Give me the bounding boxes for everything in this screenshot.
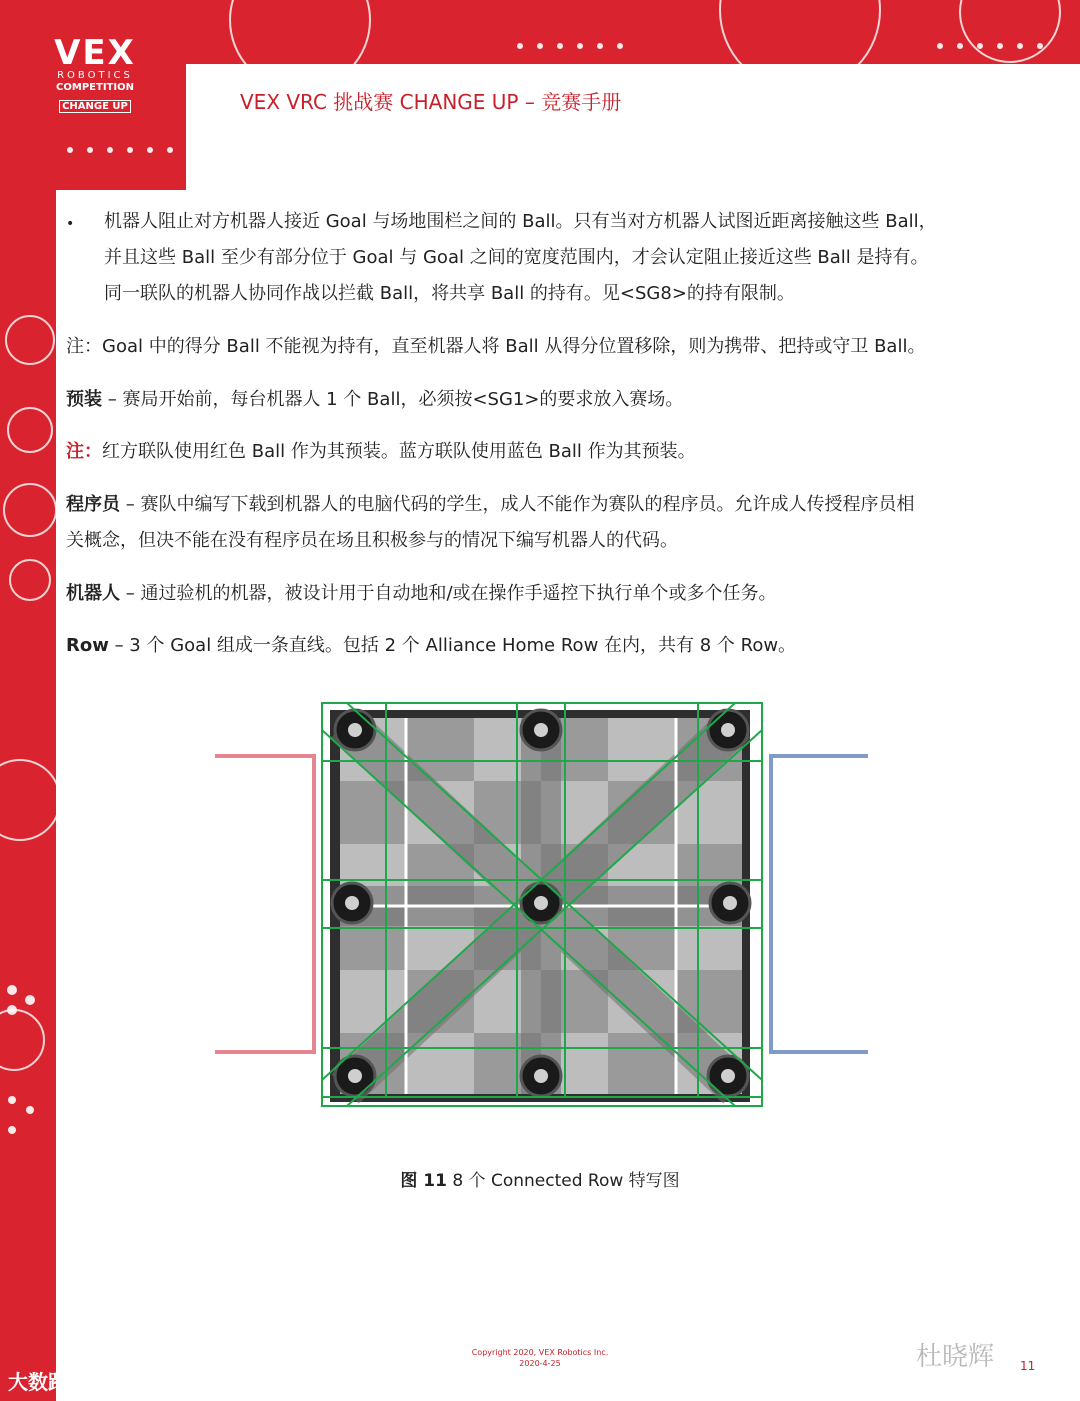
programmer-line-2: 关概念，但决不能在没有程序员在场且积极参与的情况下编写机器人的代码。 (66, 530, 678, 551)
note-preload-color (66, 434, 1016, 470)
bullet-line-3: 同一联队的机器人协同作战以拦截 Ball，将共享 Ball 的持有。见<SG8>的持有限制。 (104, 283, 795, 304)
vex-logo (36, 33, 154, 113)
field-diagram (0, 690, 1080, 1120)
page-number: 11 (1020, 1359, 1036, 1373)
definition-preload-text: – 赛局开始前，每台机器人 1 个 Ball，必须按<SG1>的要求放入赛场。 (102, 389, 684, 410)
page-header-title: VEX VRC 挑战赛 CHANGE UP – 竞赛手册 (240, 90, 622, 114)
definition-row (66, 628, 1016, 664)
term-programmer: 程序员 (66, 494, 120, 515)
term-robot: 机器人 (66, 583, 120, 604)
programmer-line-1: – 赛队中编写下载到机器人的电脑代码的学生，成人不能作为赛队的程序员。允许成人传授程序员相 (120, 494, 915, 515)
copyright-date: 2020-4-25 (519, 1359, 561, 1368)
red-alliance-zone (215, 756, 314, 1052)
figure-caption-label: 图 11 (400, 1171, 447, 1191)
term-preload: 预装 (66, 389, 102, 410)
watermark-author: 杜晓辉 (916, 1342, 995, 1372)
bullet-line-2: 并且这些 Ball 至少有部分位于 Goal 与 Goal 之间的宽度范围内，才会认定阻止接近这些 Ball 是持有。 (104, 247, 929, 268)
field-diagram-svg (0, 690, 1080, 1120)
logo-competition: COMPETITION (56, 82, 134, 93)
bullet-paragraph (104, 204, 1024, 312)
blue-alliance-zone (771, 756, 868, 1052)
logo-robotics: ROBOTICS (57, 70, 133, 81)
logo-change-up: CHANGE UP (59, 100, 131, 113)
copyright-text: Copyright 2020, VEX Robotics Inc. (471, 1348, 609, 1357)
note-label: 注： (66, 441, 102, 462)
definition-robot-text: – 通过验机的机器，被设计用于自动地和/或在操作手遥控下执行单个或多个任务。 (120, 583, 777, 604)
note-possession: 注：Goal 中的得分 Ball 不能视为持有，直至机器人将 Ball 从得分位置移除，则为携带、把持或守卫 Ball。 (66, 336, 926, 357)
bullet-line-1: 机器人阻止对方机器人接近 Goal 与场地围栏之间的 Ball。只有当对方机器人试图近距离接触这些 Ball， (104, 211, 937, 232)
note-preload-text: 红方联队使用红色 Ball 作为其预装。蓝方联队使用蓝色 Ball 作为其预装。 (102, 441, 696, 462)
watermark-brand: 大数跨境 (8, 1370, 88, 1394)
figure-caption-text: 8 个 Connected Row 特写图 (446, 1171, 680, 1191)
term-row: Row (66, 635, 109, 656)
definition-row-text: – 3 个 Goal 组成一条直线。包括 2 个 Alliance Home Row 在内，共有 8 个 Row。 (108, 635, 797, 656)
figure-caption (0, 1166, 1080, 1191)
definition-preload (66, 382, 1016, 418)
definition-robot (66, 576, 1016, 612)
logo-vex: VEX (54, 33, 136, 73)
bullet-marker: • (66, 216, 75, 232)
definition-programmer (66, 487, 1016, 559)
